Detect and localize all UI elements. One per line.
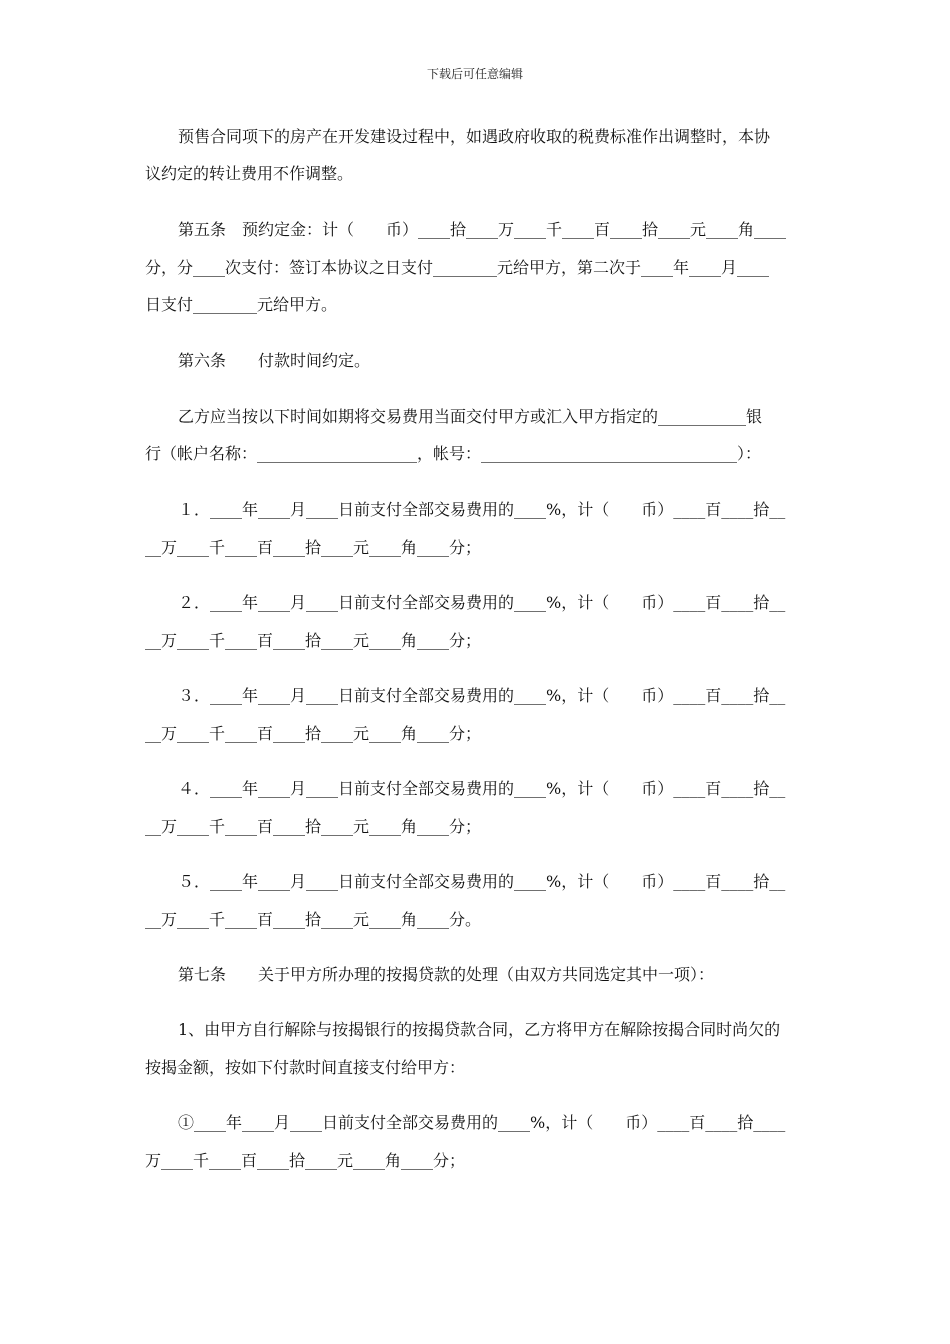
paragraph-line: 1、由甲方自行解除与按揭银行的按揭贷款合同，乙方将甲方在解除按揭合同时尚欠的 — [178, 1020, 781, 1039]
paragraph-line: 预售合同项下的房产在开发建设过程中，如遇政府收取的税费标准作出调整时，本协 — [178, 127, 771, 146]
paragraph-line: 议约定的转让费用不作调整。 — [145, 164, 354, 183]
payment-item-line: ３．____年____月____日前支付全部交易费用的____%，计（ 币）____百____拾__ — [178, 686, 786, 705]
payment-item-line: __万____千____百____拾____元____角____分； — [145, 817, 482, 836]
payment-item-line: ①____年____月____日前支付全部交易费用的____%，计（ 币）____百____拾____ — [178, 1113, 786, 1132]
payment-item-line: __万____千____百____拾____元____角____分。 — [145, 910, 482, 929]
payment-item-line: __万____千____百____拾____元____角____分； — [145, 538, 482, 557]
payment-item-line: 万____千____百____拾____元____角____分； — [145, 1151, 466, 1170]
article-6-heading: 第六条 付款时间约定。 — [178, 351, 371, 370]
article-5-line: 日支付________元给甲方。 — [145, 295, 338, 314]
payment-item-line: ５．____年____月____日前支付全部交易费用的____%，计（ 币）____百____拾__ — [178, 872, 786, 891]
payment-item-line: ４．____年____月____日前支付全部交易费用的____%，计（ 币）____百____拾__ — [178, 779, 786, 798]
page-header: 下载后可任意编辑 — [426, 67, 523, 81]
paragraph-line: 乙方应当按以下时间如期将交易费用当面交付甲方或汇入甲方指定的___________银 — [178, 407, 763, 426]
article-7-heading: 第七条 关于甲方所办理的按揭贷款的处理（由双方共同选定其中一项）： — [178, 965, 715, 984]
article-5-line: 分，分____次支付：签订本协议之日支付________元给甲方，第二次于____年____月____ — [145, 258, 770, 277]
payment-item-line: __万____千____百____拾____元____角____分； — [145, 724, 482, 743]
payment-item-line: １．____年____月____日前支付全部交易费用的____%，计（ 币）____百____拾__ — [178, 500, 786, 519]
article-5-line: 第五条 预约定金：计（ 币）____拾____万____千____百____拾____元____角____ — [178, 220, 787, 239]
payment-item-line: ２．____年____月____日前支付全部交易费用的____%，计（ 币）____百____拾__ — [178, 593, 786, 612]
paragraph-line: 行（帐户名称：____________________，帐号：________________________________）： — [145, 444, 762, 463]
payment-item-line: __万____千____百____拾____元____角____分； — [145, 631, 482, 650]
paragraph-line: 按揭金额，按如下付款时间直接支付给甲方： — [145, 1058, 466, 1077]
